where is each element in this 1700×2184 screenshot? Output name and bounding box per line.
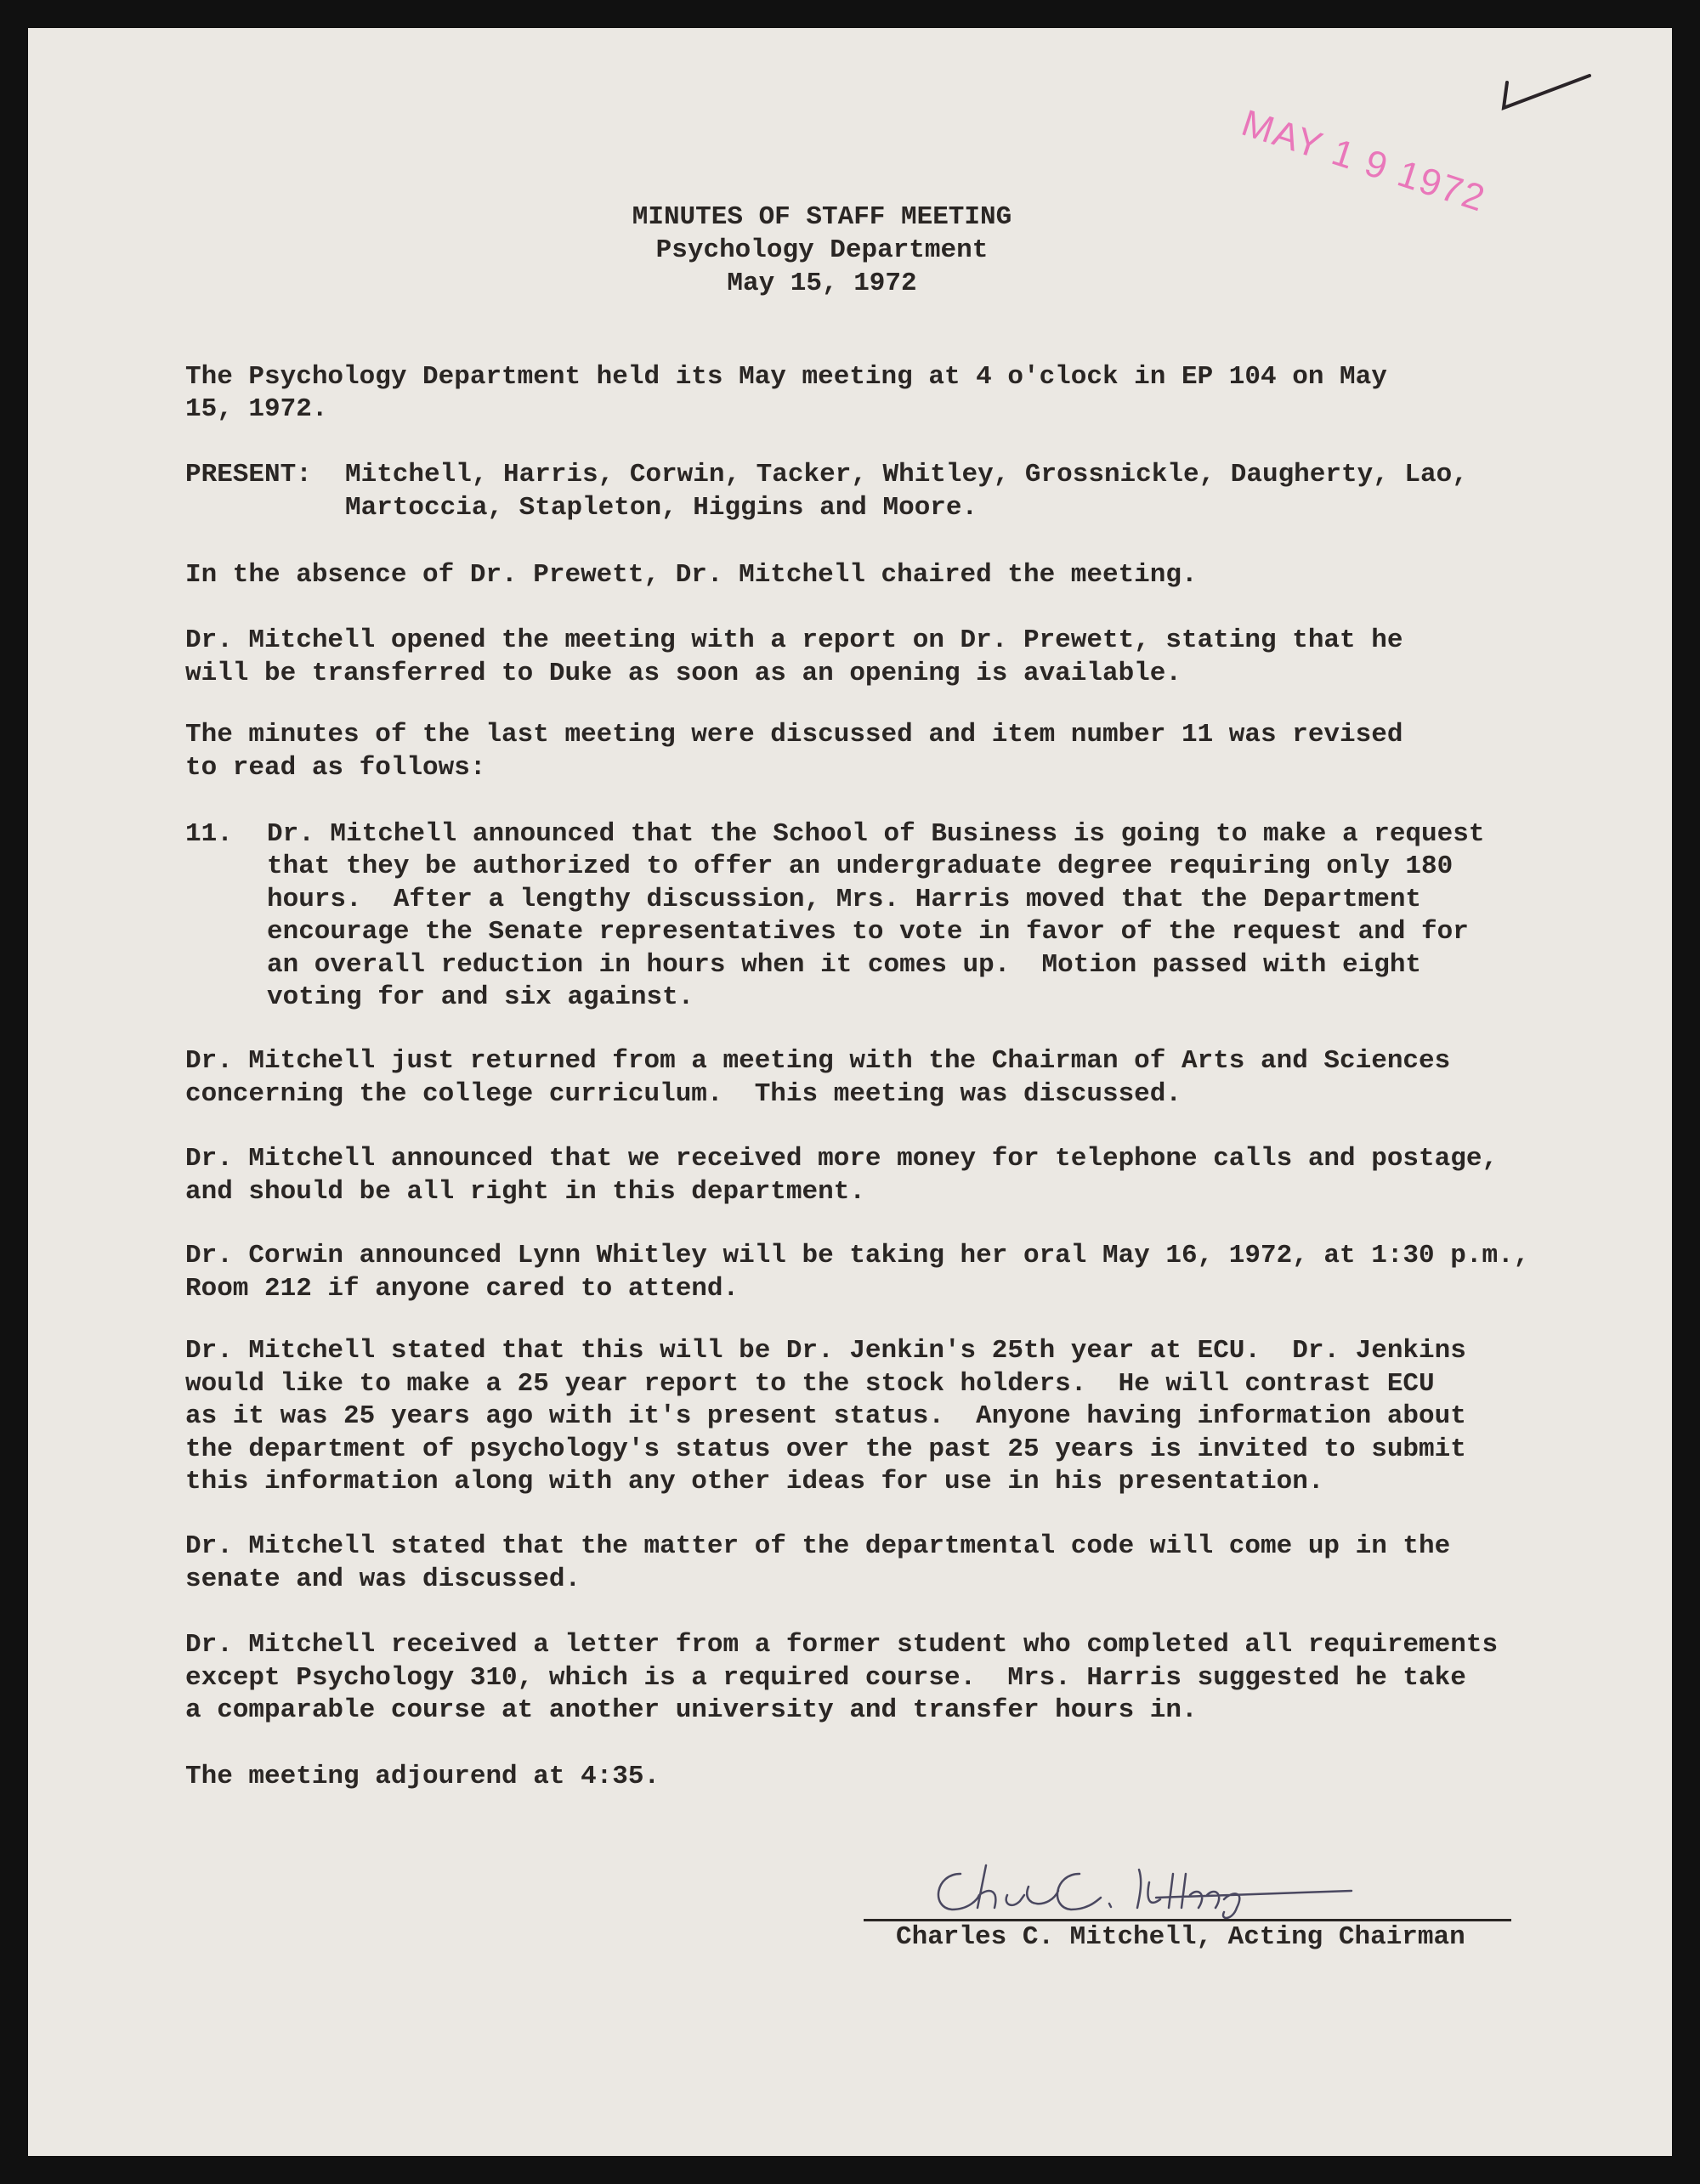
text-line: Dr. Corwin announced Lynn Whitley will be taking her oral May 16, 1972, at 1:30 p.m., bbox=[185, 1241, 1530, 1270]
text-line: to read as follows: bbox=[185, 753, 486, 783]
text-line: a comparable course at another university and transfer hours in. bbox=[185, 1695, 1198, 1725]
text-line: except Psychology 310, which is a required course. Mrs. Harris suggested he take bbox=[185, 1663, 1466, 1693]
text-line: Martoccia, Stapleton, Higgins and Moore. bbox=[345, 493, 978, 523]
text-line: 15, 1972. bbox=[185, 394, 328, 424]
text-line: Dr. Mitchell stated that this will be Dr. Jenkin's 25th year at ECU. Dr. Jenkins bbox=[185, 1336, 1466, 1366]
document-title: MINUTES OF STAFF MEETING bbox=[632, 202, 1012, 232]
text-line: the department of psychology's status over the past 25 years is invited to submit bbox=[185, 1434, 1466, 1464]
paragraph-absence: In the absence of Dr. Prewett, Dr. Mitchell chaired the meeting. bbox=[185, 560, 1198, 590]
text-line: Dr. Mitchell stated that the matter of the departmental code will come up in the bbox=[185, 1531, 1451, 1561]
text-line: this information along with any other ideas for use in his presentation. bbox=[185, 1467, 1324, 1497]
text-line: senate and was discussed. bbox=[185, 1564, 581, 1594]
paragraph-adjourned: The meeting adjourend at 4:35. bbox=[185, 1762, 660, 1791]
text-line: that they be authorized to offer an undergraduate degree requiring only 180 bbox=[267, 852, 1454, 881]
text-line: voting for and six against. bbox=[267, 982, 694, 1012]
text-line: Dr. Mitchell announced that the School of Business is going to make a request bbox=[267, 819, 1485, 849]
text-line: an overall reduction in hours when it comes up. Motion passed with eight bbox=[267, 950, 1422, 980]
text-line: The minutes of the last meeting were discussed and item number 11 was revised bbox=[185, 720, 1403, 750]
meeting-date: May 15, 1972 bbox=[727, 269, 917, 298]
handwritten-signature bbox=[926, 1848, 1436, 1925]
received-date-stamp: MAY 1 9 1972 bbox=[1236, 102, 1492, 220]
signatory-name-title: Charles C. Mitchell, Acting Chairman bbox=[896, 1922, 1465, 1952]
text-line: would like to make a 25 year report to the stock holders. He will contrast ECU bbox=[185, 1369, 1435, 1399]
text-line: concerning the college curriculum. This meeting was discussed. bbox=[185, 1079, 1182, 1109]
department-name: Psychology Department bbox=[655, 235, 989, 265]
text-line: will be transferred to Duke as soon as an opening is available. bbox=[185, 659, 1182, 688]
text-line: as it was 25 years ago with it's present status. Anyone having information about bbox=[185, 1401, 1466, 1431]
text-line: Room 212 if anyone cared to attend. bbox=[185, 1274, 740, 1304]
text-line: Mitchell, Harris, Corwin, Tacker, Whitley, Grossnickle, Daugherty, Lao, bbox=[345, 460, 1468, 489]
item-number: 11. bbox=[185, 819, 233, 849]
text-line: Dr. Mitchell announced that we received more money for telephone calls and postage, bbox=[185, 1144, 1499, 1174]
text-line: Dr. Mitchell just returned from a meeting with the Chairman of Arts and Sciences bbox=[185, 1046, 1451, 1076]
text-line: The Psychology Department held its May meeting at 4 o'clock in EP 104 on May bbox=[185, 362, 1387, 392]
text-line: and should be all right in this department. bbox=[185, 1177, 865, 1207]
text-line: Dr. Mitchell received a letter from a former student who completed all requirements bbox=[185, 1630, 1499, 1660]
checkmark-icon bbox=[1500, 72, 1594, 115]
text-line: hours. After a lengthy discussion, Mrs. Harris moved that the Department bbox=[267, 885, 1422, 914]
text-line: Dr. Mitchell opened the meeting with a report on Dr. Prewett, stating that he bbox=[185, 625, 1403, 655]
present-label: PRESENT: bbox=[185, 460, 312, 489]
text-line: encourage the Senate representatives to vote in favor of the request and for bbox=[267, 917, 1469, 947]
